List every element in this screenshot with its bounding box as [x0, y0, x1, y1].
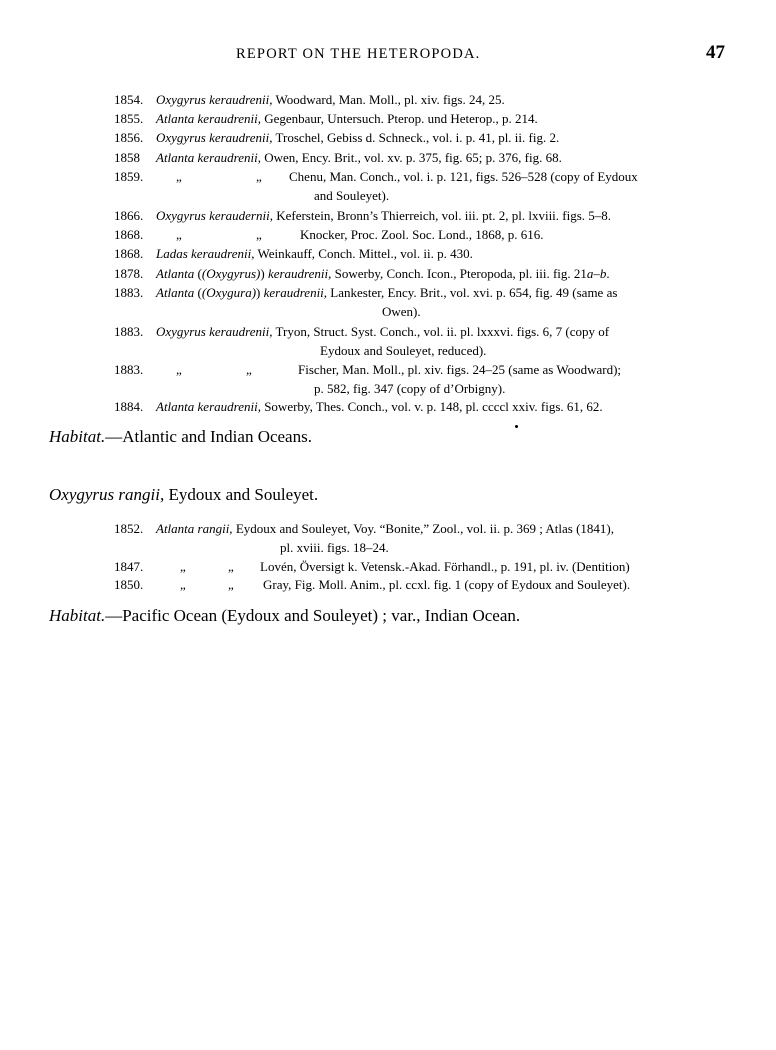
synonym-entry — [114, 284, 726, 322]
synonym-reference: Gegenbaur, Untersuch. Pterop. und Heterop., p. 214. — [260, 111, 538, 126]
running-head — [0, 42, 776, 70]
synonym-text — [156, 398, 603, 416]
synonym-text — [156, 520, 614, 538]
subgenus-parenthesis: ((Oxygura)) — [197, 285, 261, 300]
taxon-name: Atlanta rangii, — [156, 521, 233, 536]
taxon-name: Atlanta keraudrenii, — [156, 150, 261, 165]
ditto-mark: „ — [228, 577, 234, 592]
habitat-text: —Pacific Ocean (Eydoux and Souleyet) ; var., Indian Ocean. — [105, 606, 521, 625]
subgenus-parenthesis: ((Oxygyrus)) — [197, 266, 265, 281]
synonym-year: 1855. — [114, 111, 144, 126]
figure-letters: a–b — [586, 266, 607, 281]
habitat-label: Habitat. — [49, 427, 106, 446]
synonym-reference: Chenu, Man. Conch., vol. i. p. 121, figs. 526–528 (copy of Eydoux — [289, 169, 638, 184]
synonym-year: 1858 — [114, 150, 140, 165]
taxon-name: keraudrenii, — [267, 266, 332, 281]
ditto-mark: „ — [228, 559, 234, 574]
synonym-text — [156, 149, 562, 167]
synonym-year: 1883. — [114, 285, 144, 300]
synonym-text — [156, 110, 538, 128]
synonym-reference: Lovén, Översigt k. Vetensk.-Akad. Förhandl., p. 191, pl. iv. (Dentition) — [260, 559, 630, 574]
synonym-year: 1856. — [114, 130, 144, 145]
ditto-mark: „ — [180, 577, 186, 592]
synonym-reference: Eydoux and Souleyet, Voy. “Bonite,” Zool., vol. ii. p. 369 ; Atlas (1841), — [232, 521, 614, 536]
taxon-name: Atlanta — [156, 266, 195, 281]
synonym-reference: Lankester, Ency. Brit., vol. xvi. p. 654, fig. 49 (same as — [327, 285, 618, 300]
ditto-mark: „ — [256, 227, 262, 242]
synonym-reference: Fischer, Man. Moll., pl. xiv. figs. 24–25 (same as Woodward); — [298, 362, 622, 377]
taxon-name: Oxygyrus keraudrenii, — [156, 324, 273, 339]
taxon-name: Oxygyrus keraudrenii, — [156, 130, 273, 145]
print-speck — [515, 425, 518, 428]
ditto-mark: „ — [176, 227, 182, 242]
synonym-year: 1883. — [114, 362, 144, 377]
taxon-name: Oxygyrus keraudrenii, — [156, 92, 273, 107]
taxon-name: Atlanta keraudrenii, — [156, 399, 261, 414]
species-heading — [49, 485, 318, 505]
taxon-name: Atlanta — [156, 285, 195, 300]
ditto-mark: „ — [176, 169, 182, 184]
taxon-name: Atlanta keraudrenii, — [156, 111, 261, 126]
synonym-reference: Owen, Ency. Brit., vol. xv. p. 375, fig. 65; p. 376, fig. 68. — [260, 150, 562, 165]
synonym-text — [156, 245, 473, 263]
synonym-year: 1850. — [114, 577, 144, 592]
synonym-year: 1868. — [114, 227, 144, 242]
page-number: 47 — [706, 42, 725, 63]
habitat-label: Habitat. — [49, 606, 106, 625]
synonym-entry — [114, 520, 726, 558]
synonym-reference: Sowerby, Conch. Icon., Pteropoda, pl. iii. fig. 21 — [331, 266, 587, 281]
synonym-entry — [114, 323, 726, 361]
synonym-year: 1868. — [114, 246, 144, 261]
synonym-year: 1883. — [114, 324, 144, 339]
synonym-reference-continued: Eydoux and Souleyet, reduced). — [320, 343, 487, 358]
synonym-reference: Sowerby, Thes. Conch., vol. v. p. 148, pl. ccccl xxiv. figs. 61, 62. — [260, 399, 603, 414]
synonym-reference-continued: pl. xviii. figs. 18–24. — [280, 540, 389, 555]
synonym-year: 1878. — [114, 266, 144, 281]
synonym-reference-continued: and Souleyet). — [314, 188, 390, 203]
synonym-reference: Troschel, Gebiss d. Schneck., vol. i. p. 41, pl. ii. fig. 2. — [272, 130, 560, 145]
synonym-year: 1852. — [114, 521, 144, 536]
synonym-reference: Gray, Fig. Moll. Anim., pl. ccxl. fig. 1 (copy of Eydoux and Souleyet). — [263, 577, 631, 592]
taxon-name: Ladas keraudrenii, — [156, 246, 255, 261]
synonym-year: 1859. — [114, 169, 144, 184]
synonym-text: Atlanta ((Oxygyrus)) keraudrenii, Sowerby, Conch. Icon., Pteropoda, pl. iii. fig. 21a–b. — [156, 266, 610, 281]
synonym-text — [156, 129, 559, 147]
running-title: REPORT ON THE HETEROPODA. — [236, 46, 481, 62]
species-authority: Eydoux and Souleyet. — [164, 485, 319, 504]
habitat-line — [49, 606, 520, 626]
ditto-mark: „ — [176, 362, 182, 377]
habitat-text: —Atlantic and Indian Oceans. — [105, 427, 312, 446]
synonym-reference-continued: Owen). — [382, 304, 421, 319]
synonym-year: 1866. — [114, 208, 144, 223]
ditto-mark: „ — [246, 362, 252, 377]
synonym-reference-continued: p. 582, fig. 347 (copy of d’Orbigny). — [314, 381, 506, 396]
synonym-text — [156, 323, 609, 341]
synonym-reference: Weinkauff, Conch. Mittel., vol. ii. p. 430. — [254, 246, 473, 261]
synonym-reference: Knocker, Proc. Zool. Soc. Lond., 1868, p. 616. — [300, 227, 544, 242]
synonym-entry — [114, 168, 726, 206]
ditto-mark: „ — [256, 169, 262, 184]
synonym-text — [156, 284, 617, 302]
synonym-text — [156, 91, 505, 109]
synonym-text — [156, 207, 611, 225]
synonym-entry — [114, 361, 726, 399]
synonym-year: 1847. — [114, 559, 144, 574]
species-name: Oxygyrus rangii, — [49, 485, 165, 504]
synonym-year: 1854. — [114, 92, 144, 107]
taxon-name: keraudrenii, — [263, 285, 328, 300]
ditto-mark: „ — [180, 559, 186, 574]
synonym-reference: Woodward, Man. Moll., pl. xiv. figs. 24, 25. — [272, 92, 505, 107]
synonym-year: 1884. — [114, 399, 144, 414]
taxon-name: Oxygyrus keraudernii, — [156, 208, 273, 223]
synonym-reference: Tryon, Struct. Syst. Conch., vol. ii. pl. lxxxvi. figs. 6, 7 (copy of — [272, 324, 610, 339]
synonym-reference: Keferstein, Bronn’s Thierreich, vol. iii. pt. 2, pl. lxviii. figs. 5–8. — [272, 208, 612, 223]
habitat-line — [49, 427, 312, 447]
